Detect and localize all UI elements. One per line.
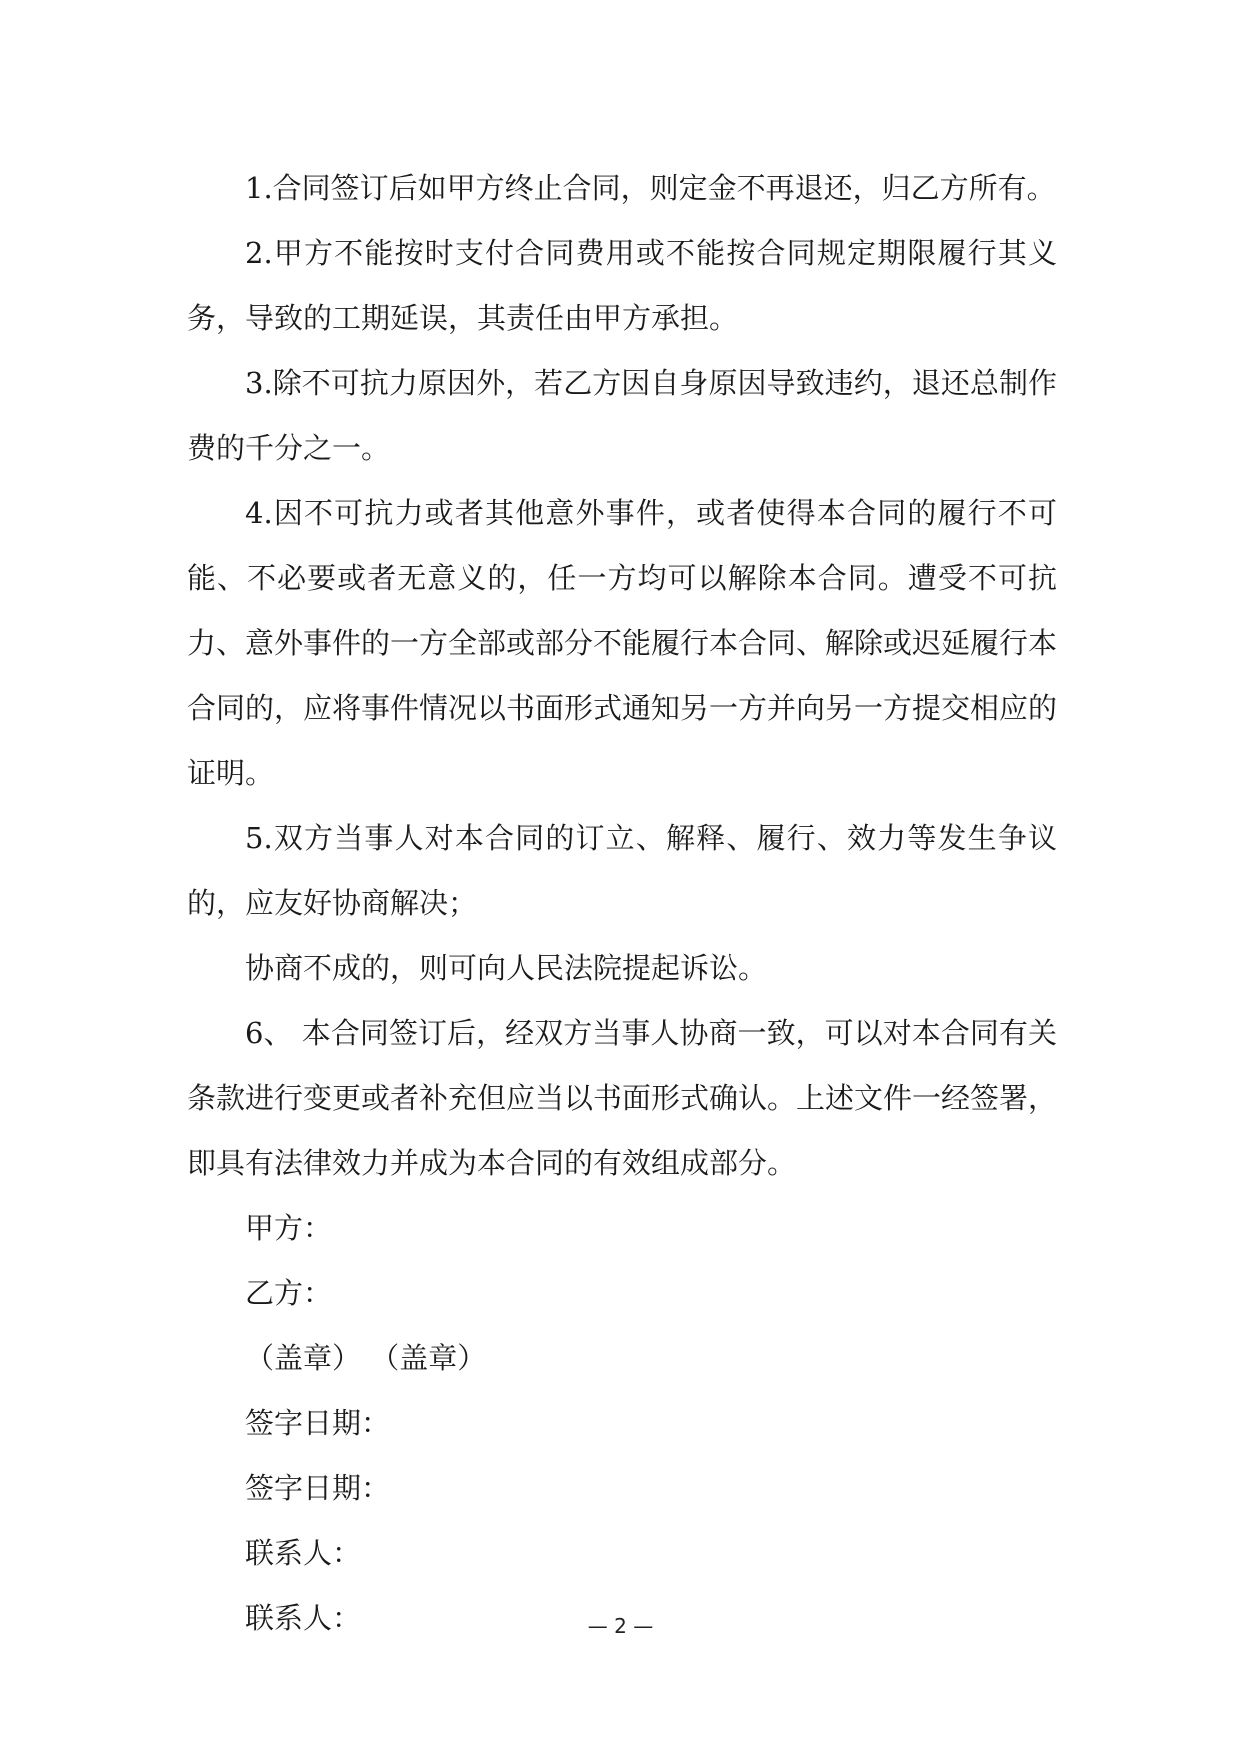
sign-date-label: 签字日期：: [245, 1406, 391, 1440]
clause-5: 5.双方当事人对本合同的订立、解释、履行、效力等发生争议的，应友好协商解决；: [187, 821, 1057, 920]
clause-1: 1.合同签订后如甲方终止合同，则定金不再退还，归乙方所有。: [245, 171, 1056, 205]
seal-labels: （盖章） （盖章）: [245, 1341, 487, 1375]
clause-5-continued: 协商不成的，则可向人民法院提起诉讼。: [245, 951, 768, 985]
sign-date-label: 签字日期：: [245, 1471, 391, 1505]
clause-2: 2.甲方不能按时支付合同费用或不能按合同规定期限履行其义务，导致的工期延误，其责任由甲方承担。: [187, 236, 1057, 335]
clause-4: 4.因不可抗力或者其他意外事件，或者使得本合同的履行不可能、不必要或者无意义的，任一方均可以解除本合同。遭受不可抗力、意外事件的一方全部或部分不能履行本合同、解除或迟延履行本合同的，应将事件情况以书面形式通知另一方并向另一方提交相应的证明。: [187, 496, 1058, 790]
contact-label: 联系人：: [245, 1536, 362, 1570]
page-number: — 2 —: [587, 1614, 654, 1638]
party-a-label: 甲方：: [245, 1211, 333, 1245]
signature-block: [187, 1196, 1057, 1651]
contact-label: 联系人：: [245, 1601, 362, 1635]
party-b-label: 乙方：: [245, 1276, 333, 1310]
clause-6: 6、 本合同签订后，经双方当事人协商一致，可以对本合同有关条款进行变更或者补充但应当以书面形式确认。上述文件一经签署，即具有法律效力并成为本合同的有效组成部分。: [187, 1016, 1058, 1180]
clause-3: 3.除不可抗力原因外，若乙方因自身原因导致违约，退还总制作费的千分之一。: [187, 366, 1057, 465]
document-body: [187, 156, 1057, 1651]
